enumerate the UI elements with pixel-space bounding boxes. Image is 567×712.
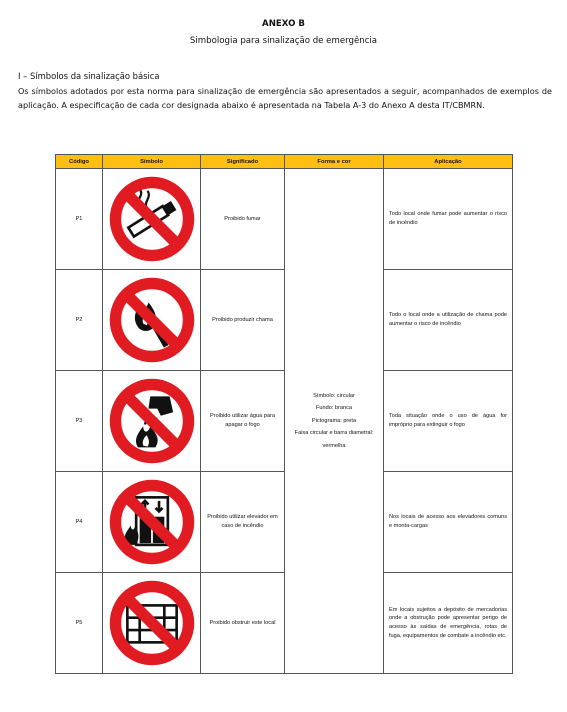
application-cell: Todo local onde fumar pode aumentar o risco de incêndio: [384, 169, 513, 270]
symbols-table: [55, 154, 513, 674]
code-cell: P2: [56, 270, 103, 371]
section-title: I – Símbolos da sinalização básica: [18, 71, 160, 81]
forma-e-cor-cell: [285, 169, 384, 674]
code-cell: P5: [56, 573, 103, 674]
no-obstruction-icon: [108, 579, 196, 667]
symbol-cell: [103, 371, 201, 472]
symbol-cell: [103, 472, 201, 573]
no-elevator-in-fire-icon: [108, 478, 196, 566]
code-cell: P4: [56, 472, 103, 573]
meaning-cell: Proibido utilizar elevador em caso de incêndio: [201, 472, 285, 573]
symbol-cell: [103, 270, 201, 371]
meaning-cell: Proibido produzir chama: [201, 270, 285, 371]
annex-subtitle: Simbologia para sinalização de emergência: [189, 36, 378, 46]
col-header-codigo: Código: [56, 155, 103, 169]
no-water-extinguishing-icon: [108, 377, 196, 465]
intro-paragraph: Os símbolos adotados por esta norma para sinalização de emergência são apresentados a seguir, acompanhados de exemplos de aplicação. A especificação de cada cor designada abaixo é apresentada na Tabela A-3 do Anexo A desta IT/CBMRN.: [18, 86, 552, 110]
forma-line-fundo: Fundo: branca: [315, 405, 353, 412]
application-cell: Em locais sujeitos a depósito de mercadorias onde a obstrução pode apresentar perigo de acesso às saídas de emergência, rotas de fuga, equipamentos de combate a incêndio etc.: [384, 573, 513, 674]
meaning-cell: Proibido fumar: [201, 169, 285, 270]
meaning-cell: Proibido obstruir este local: [201, 573, 285, 674]
table-row: [56, 270, 513, 371]
table-row: [56, 371, 513, 472]
no-open-flame-icon: [108, 276, 196, 364]
forma-line-pictograma: Pictograma: preta: [311, 417, 357, 424]
no-smoking-icon: [108, 175, 196, 263]
code-cell: P1: [56, 169, 103, 270]
table-row: [56, 472, 513, 573]
col-header-aplicacao: Aplicação: [384, 155, 513, 169]
col-header-simbolo: Símbolo: [103, 155, 201, 169]
meaning-cell: Proibido utilizar água para apagar o fogo: [201, 371, 285, 472]
annex-title: ANEXO B: [262, 19, 305, 29]
application-cell: Toda situação onde o uso de água for impróprio para extinguir o fogo: [384, 371, 513, 472]
symbol-cell: [103, 169, 201, 270]
table-row: [56, 169, 513, 270]
col-header-forma-e-cor: Forma e cor: [285, 155, 384, 169]
application-cell: Todo o local onde a utilização de chama pode aumentar o risco de incêndio: [384, 270, 513, 371]
symbol-cell: [103, 573, 201, 674]
forma-line-faixa: Faixa circular e barra diametral: vermelha: [294, 430, 374, 449]
col-header-significado: Significado: [201, 155, 285, 169]
application-cell: Nos locais de acesso aos elevadores comuns e monta-cargas: [384, 472, 513, 573]
forma-line-simbolo: Símbolo: circular: [313, 392, 355, 399]
table-row: [56, 573, 513, 674]
table-header-row: [56, 155, 513, 169]
code-cell: P3: [56, 371, 103, 472]
